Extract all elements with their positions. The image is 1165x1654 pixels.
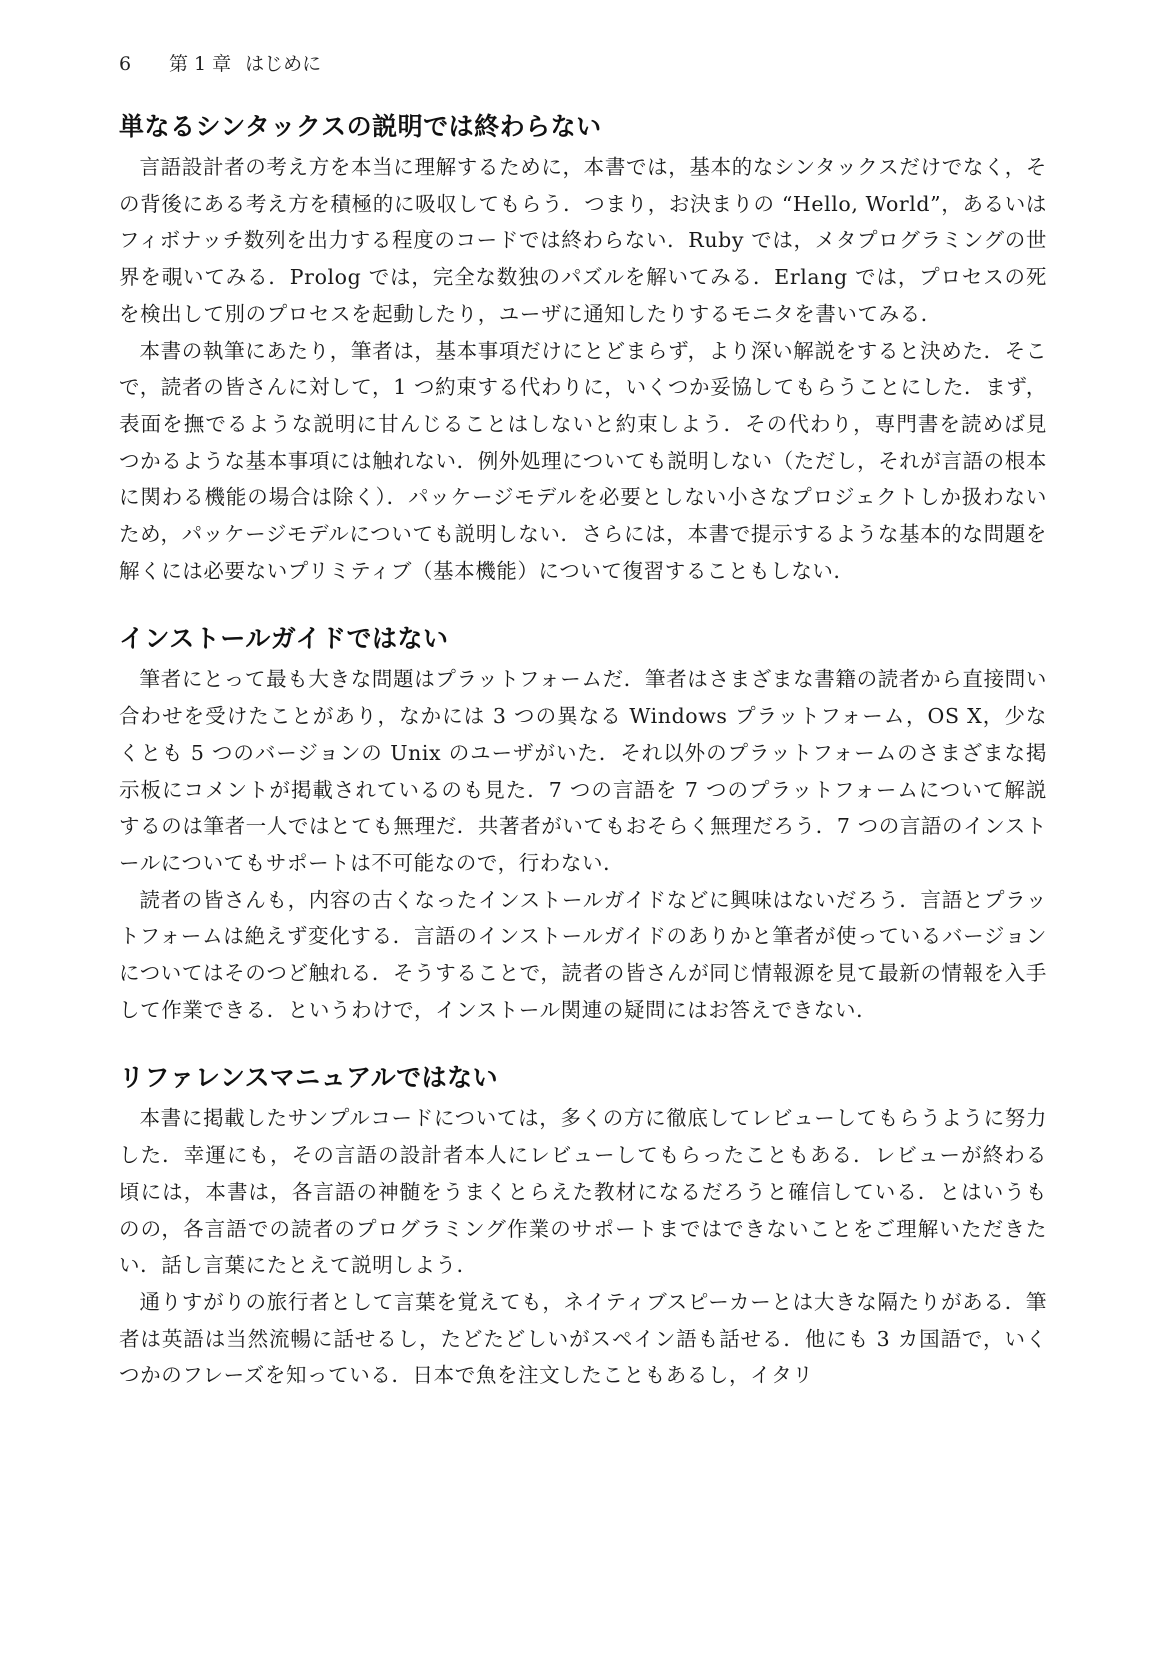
chapter-label: 第 1 章 <box>169 53 232 75</box>
page-number: 6 <box>119 53 132 75</box>
section-heading: インストールガイドではない <box>119 624 449 654</box>
section-heading: リファレンスマニュアルではない <box>119 1063 499 1093</box>
section-heading: 単なるシンタックスの説明では終わらない <box>119 112 602 141</box>
paragraph: 通りすがりの旅行者として言葉を覚えても，ネイティブスピーカーとは大きな隔たりがある．筆者は英語は当然流暢に話せるし，たどたどしいがスペイン語も話せる．他にも 3 カ国語で，いくつかのフレーズを知っている．日本で魚を注文したこともあるし，イタリ <box>119 1289 1047 1388</box>
chapter-title: はじめに <box>245 53 322 75</box>
book-page <box>119 52 1047 1394</box>
section-not-reference-manual <box>119 1061 1047 1394</box>
paragraph: 読者の皆さんも，内容の古くなったインストールガイドなどに興味はないだろう．言語とプラットフォームは絶えず変化する．言語のインストールガイドのありかと筆者が使っているバージョンについてはそのつど触れる．そうすることで，読者の皆さんが同じ情報源を見て最新の情報を入手して作業できる．というわけで，インストール関連の疑問にはお答えできない． <box>119 887 1047 1022</box>
paragraph: 本書の執筆にあたり，筆者は，基本事項だけにとどまらず，より深い解説をすると決めた．そこで，読者の皆さんに対して，1 つ約束する代わりに，いくつか妥協してもらうことにした．まず，表面を撫でるような説明に甘んじることはしないと約束しよう．その代わり，専門書を読めば見つかるような基本事項には触れない．例外処理についても説明しない（ただし，それが言語の根本に関わる機能の場合は除く）．パッケージモデルを必要としない小さなプロジェクトしか扱わないため，パッケージモデルについても説明しない．さらには，本書で提示するような基本的な問題を解くには必要ないプリミティブ（基本機能）について復習することもしない． <box>119 338 1047 583</box>
section-not-just-syntax <box>119 110 1047 589</box>
running-header <box>119 52 1047 76</box>
paragraph: 筆者にとって最も大きな問題はプラットフォームだ．筆者はさまざまな書籍の読者から直接問い合わせを受けたことがあり，なかには 3 つの異なる Windows プラットフォーム，OS X，少なくとも 5 つのバージョンの Unix のユーザがいた．それ以外のプラットフォームのさまざまな掲示板にコメントが掲載されているのも見た．7 つの言語を 7 つのプラットフォームについて解説するのは筆者一人ではとても無理だ．共著者がいてもおそらく無理だろう．7 つの言語のインストールについてもサポートは不可能なので，行わない． <box>119 667 1047 875</box>
paragraph: 言語設計者の考え方を本当に理解するために，本書では，基本的なシンタックスだけでなく，その背後にある考え方を積極的に吸収してもらう．つまり，お決まりの “Hello, World”，あるいはフィボナッチ数列を出力する程度のコードでは終わらない．Ruby では，メタプログラミングの世界を覗いてみる．Prolog では，完全な数独のパズルを解いてみる．Erlang では，プロセスの死を検出して別のプロセスを起動したり，ユーザに通知したりするモニタを書いてみる． <box>119 155 1047 326</box>
paragraph: 本書に掲載したサンプルコードについては，多くの方に徹底してレビューしてもらうように努力した．幸運にも，その言語の設計者本人にレビューしてもらったこともある．レビューが終わる頃には，本書は，各言語の神髄をうまくとらえた教材になるだろうと確信している．とはいうものの，各言語での読者のプログラミング作業のサポートまではできないことをご理解いただきたい．話し言葉にたとえて説明しよう． <box>119 1106 1047 1278</box>
section-not-install-guide <box>119 622 1047 1028</box>
